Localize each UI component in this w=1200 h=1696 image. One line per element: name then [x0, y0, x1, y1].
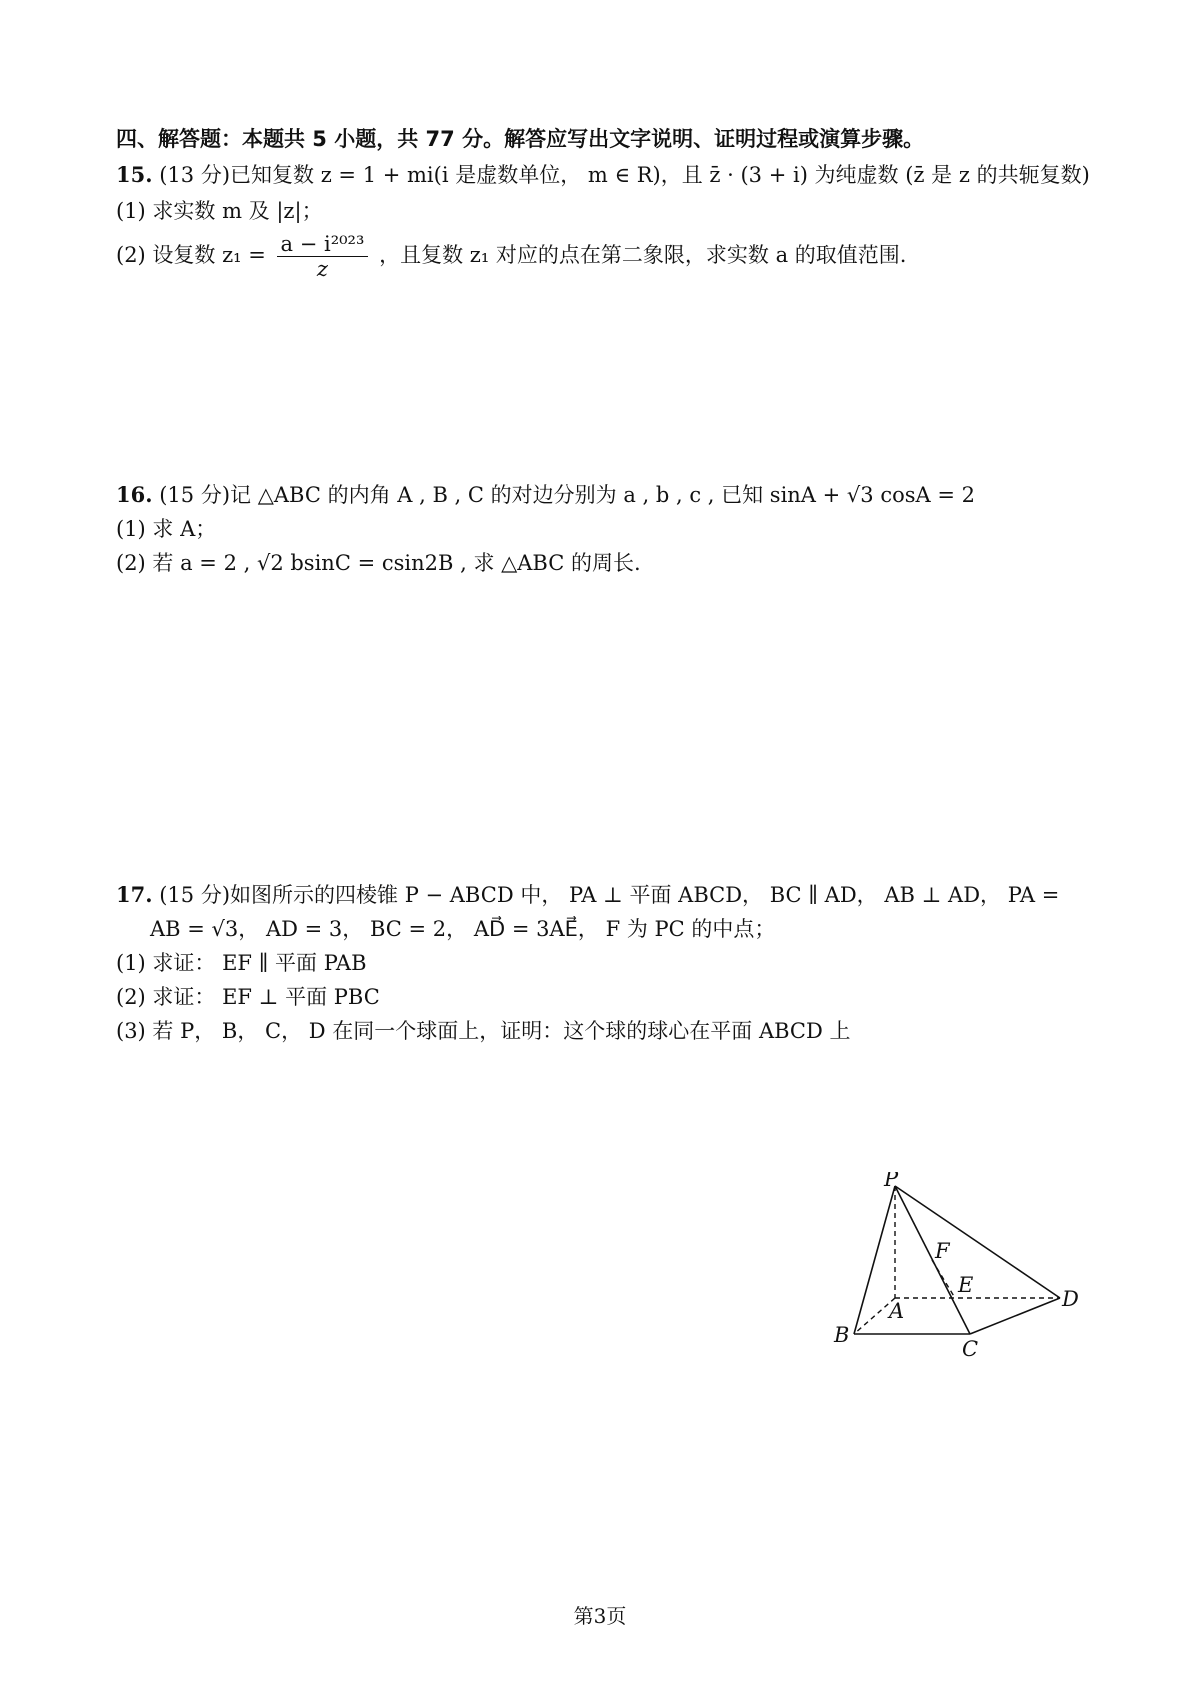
edge-cd — [970, 1298, 1060, 1334]
label-c: C — [962, 1337, 979, 1361]
q17-part2: (2) 求证： EF ⊥ 平面 PBC — [116, 985, 380, 1009]
q17-stem-text: (15 分)如图所示的四棱锥 P − ABCD 中， PA ⊥ 平面 ABCD， BC ∥ AD， AB ⊥ AD， PA = — [159, 883, 1060, 907]
q16-number: 16. — [116, 482, 153, 507]
label-b: B — [834, 1323, 850, 1347]
q17-part1: (1) 求证： EF ∥ 平面 PAB — [116, 951, 367, 975]
label-d: D — [1062, 1287, 1079, 1311]
section-heading: 四、解答题：本题共 5 小题，共 77 分。解答应写出文字说明、证明过程或演算步骤。 — [116, 127, 925, 151]
label-p: P — [884, 1172, 899, 1191]
q15-part2 — [116, 232, 906, 281]
edge-pd — [895, 1186, 1060, 1298]
q15-stem-text: (13 分)已知复数 z = 1 + mi(i 是虚数单位， m ∈ R)，且 z̄ · (3 + i) 为纯虚数 (z̄ 是 z 的共轭复数) — [159, 163, 1090, 187]
label-a: A — [889, 1299, 905, 1323]
q15-fraction — [277, 232, 369, 281]
q15-stem — [116, 160, 1090, 190]
pyramid-figure — [820, 1172, 1110, 1362]
label-e: E — [958, 1273, 974, 1297]
label-f: F — [935, 1239, 950, 1263]
q15-number: 15. — [116, 162, 153, 187]
q17-part3: (3) 若 P， B， C， D 在同一个球面上，证明：这个球的球心在平面 ABCD 上 — [116, 1019, 851, 1043]
q17-stem-line2: AB = √3， AD = 3， BC = 2， AD⃗ = 3AE⃗， F 为 PC 的中点； — [150, 917, 776, 941]
q15-fraction-numerator: a − i²⁰²³ — [277, 232, 369, 257]
q17-stem-line1 — [116, 880, 1059, 910]
edge-pc — [895, 1186, 970, 1334]
q15-part1: (1) 求实数 m 及 |z|； — [116, 199, 323, 223]
page-number: 第3页 — [573, 1604, 627, 1628]
q15-fraction-denominator: z — [316, 257, 328, 281]
q16-part1: (1) 求 A； — [116, 517, 217, 541]
q15-part2-suffix: ，且复数 z₁ 对应的点在第二象限，求实数 a 的取值范围. — [379, 243, 907, 267]
q17-number: 17. — [116, 882, 153, 907]
q16-part2: (2) 若 a = 2 , √2 bsinC = csin2B , 求 △ABC 的周长. — [116, 551, 641, 575]
q15-part2-prefix: (2) 设复数 z₁ = — [116, 243, 273, 267]
q16-stem — [116, 480, 975, 510]
q16-stem-text: (15 分)记 △ABC 的内角 A , B , C 的对边分别为 a , b , c , 已知 sinA + √3 cosA = 2 — [159, 483, 975, 507]
